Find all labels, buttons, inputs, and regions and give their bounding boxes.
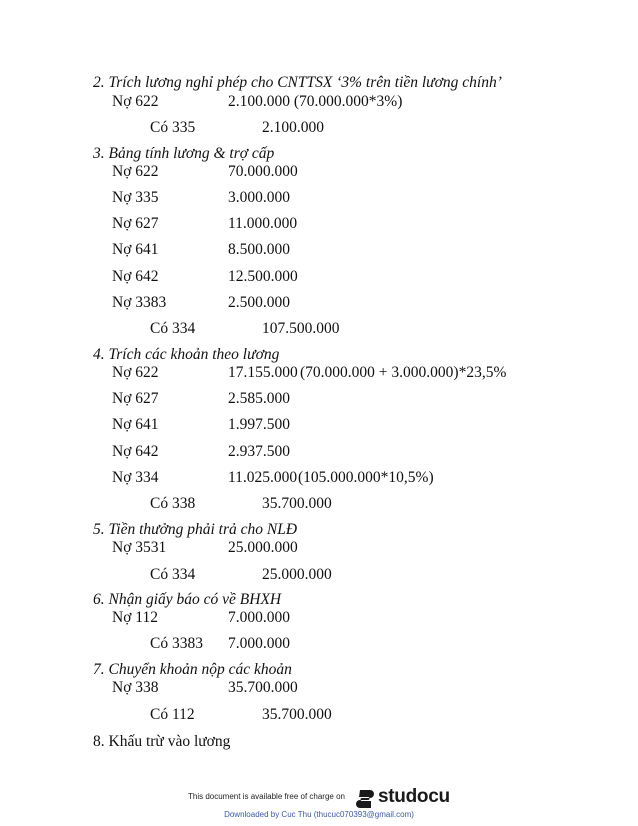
account-label: Nợ 627 — [112, 215, 159, 232]
account-label: Nợ 641 — [112, 241, 159, 258]
account-label: Nợ 335 — [112, 189, 159, 206]
section-4-title: 4. Trích các khoản theo lương — [93, 346, 280, 363]
entry-line — [150, 119, 324, 137]
entry-line — [112, 609, 290, 627]
account-label: Có 335 — [150, 119, 196, 136]
studocu-brand: studocu — [378, 786, 450, 807]
entry-line — [112, 469, 434, 487]
entry-line — [112, 93, 403, 111]
account-label: Nợ 3383 — [112, 294, 167, 311]
account-label: Nợ 642 — [112, 268, 159, 285]
account-label: Có 338 — [150, 495, 196, 512]
account-label: Có 3383 — [150, 635, 203, 652]
entry-line — [150, 706, 332, 724]
amount-value: 25.000.000 — [228, 539, 298, 556]
account-label: Nợ 622 — [112, 163, 159, 180]
amount-value: 25.000.000 — [262, 566, 332, 583]
entry-line — [112, 163, 298, 181]
section-3-title: 3. Bảng tính lương & trợ cấp — [93, 145, 275, 162]
account-label: Nợ 622 — [112, 93, 159, 110]
account-label: Nợ 642 — [112, 443, 159, 460]
amount-value: 11.000.000 — [228, 215, 298, 232]
amount-value: 1.997.500 — [228, 416, 290, 433]
amount-value: 7.000.000 — [228, 609, 290, 626]
calculation-note: (70.000.000 + 3.000.000)*23,5% — [300, 364, 507, 381]
entry-line — [112, 215, 298, 233]
account-label: Nợ 627 — [112, 390, 159, 407]
account-label: Nợ 3531 — [112, 539, 167, 556]
entry-line — [112, 241, 290, 259]
account-label: Nợ 641 — [112, 416, 159, 433]
amount-value: 35.700.000 — [228, 679, 298, 696]
account-label: Có 334 — [150, 566, 196, 583]
entry-line — [150, 495, 332, 513]
amount-value: 2.100.000 — [262, 119, 324, 136]
studocu-logo-icon — [354, 788, 376, 810]
account-label: Nợ 622 — [112, 364, 159, 381]
section-8-title: 8. Khấu trừ vào lương — [93, 733, 231, 750]
amount-value: 2.100.000 (70.000.000*3%) — [228, 93, 403, 110]
amount-value: 35.700.000 — [262, 495, 332, 512]
amount-value: 70.000.000 — [228, 163, 298, 180]
section-2-title: 2. Trích lương nghỉ phép cho CNTTSX ‘3% trên tiền lương chính’ — [93, 74, 502, 91]
entry-line — [112, 268, 298, 286]
entry-line — [112, 416, 290, 434]
account-label: Có 334 — [150, 320, 196, 337]
amount-value: 12.500.000 — [228, 268, 298, 285]
availability-text: This document is available free of charge on — [188, 792, 345, 801]
entry-line — [112, 364, 507, 382]
amount-value: 3.000.000 — [228, 189, 290, 206]
section-6-title: 6. Nhận giấy báo có về BHXH — [93, 591, 282, 608]
entry-line — [112, 443, 290, 461]
entry-line — [112, 189, 290, 207]
amount-value: 2.500.000 — [228, 294, 290, 311]
entry-line — [112, 390, 290, 408]
amount-value: 8.500.000 — [228, 241, 290, 258]
entry-line — [112, 294, 290, 312]
section-5-title: 5. Tiền thưởng phải trả cho NLĐ — [93, 521, 298, 538]
entry-line — [112, 539, 298, 557]
amount-value: 2.937.500 — [228, 443, 290, 460]
amount-value: 11.025.000 — [228, 469, 298, 486]
account-label: Nợ 334 — [112, 469, 159, 486]
amount-value: 107.500.000 — [262, 320, 340, 337]
account-label: Nợ 112 — [112, 609, 158, 626]
download-notice: Downloaded by Cuc Thu (thucuc070393@gmail.com) — [224, 810, 414, 819]
amount-value: 17.155.000 — [228, 364, 298, 381]
studocu-logo[interactable] — [354, 786, 450, 810]
amount-value: 35.700.000 — [262, 706, 332, 723]
section-7-title: 7. Chuyển khoản nộp các khoản — [93, 661, 292, 678]
footer-banner — [0, 788, 638, 808]
account-label: Có 112 — [150, 706, 195, 723]
entry-line — [150, 566, 332, 584]
amount-value: 7.000.000 — [228, 635, 290, 652]
entry-line — [150, 635, 290, 653]
amount-value: 2.585.000 — [228, 390, 290, 407]
entry-line — [112, 679, 298, 697]
calculation-note: (105.000.000*10,5%) — [298, 469, 434, 486]
entry-line — [150, 320, 340, 338]
account-label: Nợ 338 — [112, 679, 159, 696]
